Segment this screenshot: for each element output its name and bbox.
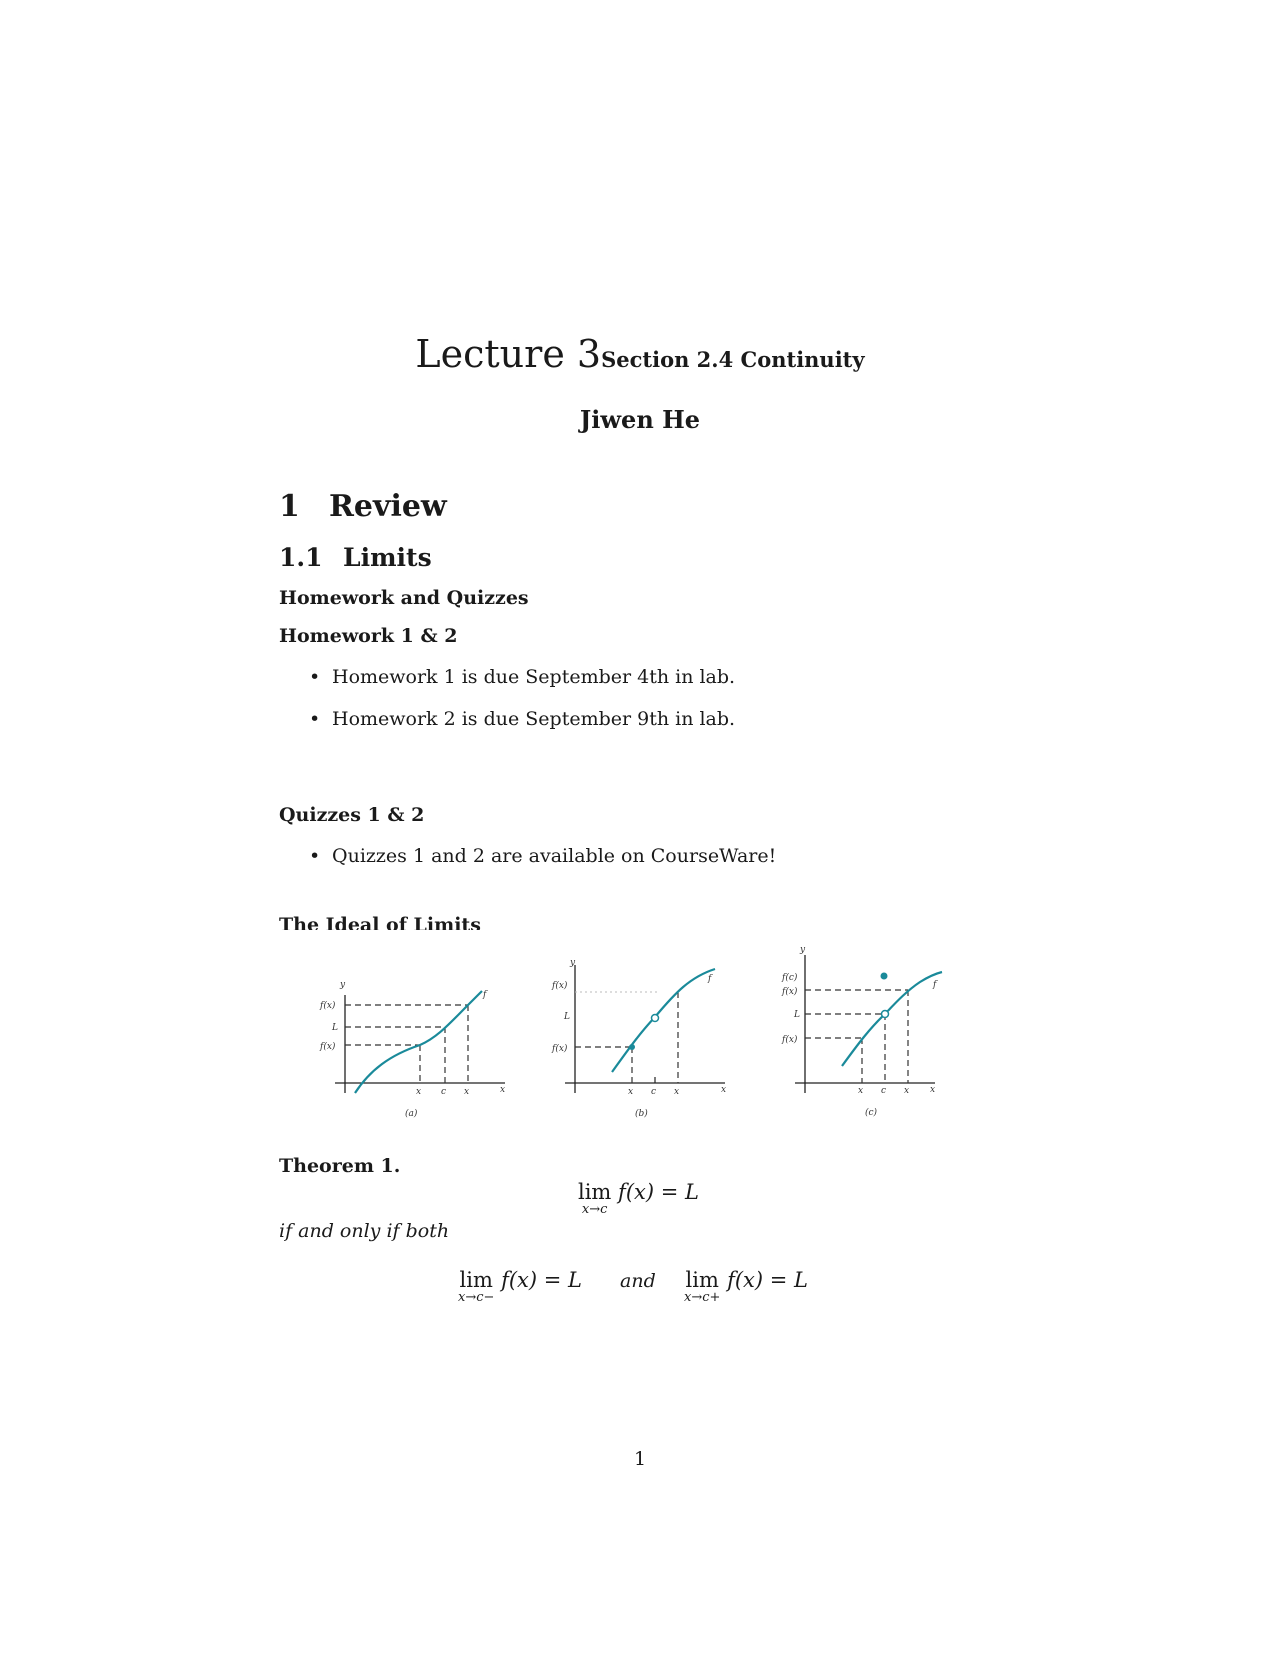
L-label: L [564,1012,570,1022]
section-number: 1 [279,489,300,524]
title-main: Lecture 3 [415,332,602,376]
point-icon [881,973,888,980]
limit-figure-b [540,955,740,1125]
x-label: x [500,1085,506,1095]
list-item-text: Homework 2 is due September 9th in lab. [332,708,736,730]
theorem-label: Theorem 1. [279,1155,401,1177]
hole-icon [652,1015,659,1022]
hole-icon [882,1011,889,1018]
paragraph-idea-of-limits [279,911,481,930]
equation-right-limit [684,1268,808,1304]
f-label: f [933,980,937,990]
fx-bottom-label: f(x) [320,1042,336,1052]
fx-top-label: f(x) [552,981,568,991]
fc-label: f(c) [782,973,798,983]
xs-label: x [628,1087,634,1097]
author: Jiwen He [579,405,701,434]
f-label: f [708,974,712,984]
list-item-text: Quizzes 1 and 2 are available on CourseWare! [332,845,777,867]
function-curve [612,969,715,1072]
limit-figure-a [310,965,510,1135]
list-item [309,666,735,688]
lim-operator: lim [459,1268,493,1292]
x-label: x [721,1085,727,1095]
fx-top-label: f(x) [320,1001,336,1011]
L-label: L [794,1010,800,1020]
section-1-heading [279,489,447,524]
L-label: L [332,1023,338,1033]
equation-body: f(x) = L [618,1180,699,1204]
bullet-icon: • [309,708,321,730]
subsection-1-1-heading [279,543,432,572]
c-label: c [651,1087,657,1097]
paragraph-homework-1-2: Homework 1 & 2 [279,625,458,647]
y-label: y [800,945,806,955]
bullet-icon: • [309,845,321,867]
page-number: 1 [633,1448,647,1470]
y-label: y [340,980,346,990]
list-item-text: Homework 1 is due September 4th in lab. [332,666,736,688]
limit-figure-c [770,940,970,1125]
list-item [309,708,735,730]
caption: (c) [865,1108,878,1118]
point-icon [629,1044,635,1050]
xe-label: x [904,1086,910,1096]
fx-top-label: f(x) [782,987,798,997]
xs-label: x [416,1087,422,1097]
lim-operator: lim [578,1180,612,1204]
paragraph-idea-text: The Ideal of Limits [279,914,481,930]
caption: (b) [635,1109,648,1119]
equation-body: f(x) = L [727,1268,808,1292]
section-title: Review [329,489,447,524]
c-label: c [441,1087,447,1097]
document-title [0,332,1280,376]
iff-text: if and only if both [279,1220,450,1242]
equation-body: f(x) = L [501,1268,582,1292]
lim-operator: lim [685,1268,719,1292]
lim-subscript: x→c+ [684,1290,721,1305]
c-label: c [881,1086,887,1096]
equation-limit [578,1180,699,1216]
lim-subscript: x→c [581,1202,608,1217]
xe-label: x [464,1087,470,1097]
subsection-number: 1.1 [279,543,323,572]
f-label: f [483,990,487,1000]
fx-bottom-label: f(x) [552,1044,568,1054]
caption: (a) [405,1109,418,1119]
function-curve [355,991,482,1093]
title-sub: Section 2.4 Continuity [601,347,865,372]
xs-label: x [858,1086,864,1096]
subsection-title: Limits [343,543,432,572]
paragraph-quizzes-1-2: Quizzes 1 & 2 [279,804,425,826]
list-item [309,845,776,867]
x-label: x [930,1085,936,1095]
y-label: y [570,958,576,968]
and-word: and [620,1270,656,1292]
lim-subscript: x→c− [458,1290,495,1305]
xe-label: x [674,1087,680,1097]
function-curve [842,972,942,1066]
paragraph-homework-and-quizzes: Homework and Quizzes [279,587,529,609]
fx-bottom-label: f(x) [782,1035,798,1045]
bullet-icon: • [309,666,321,688]
equation-left-limit [458,1268,582,1304]
